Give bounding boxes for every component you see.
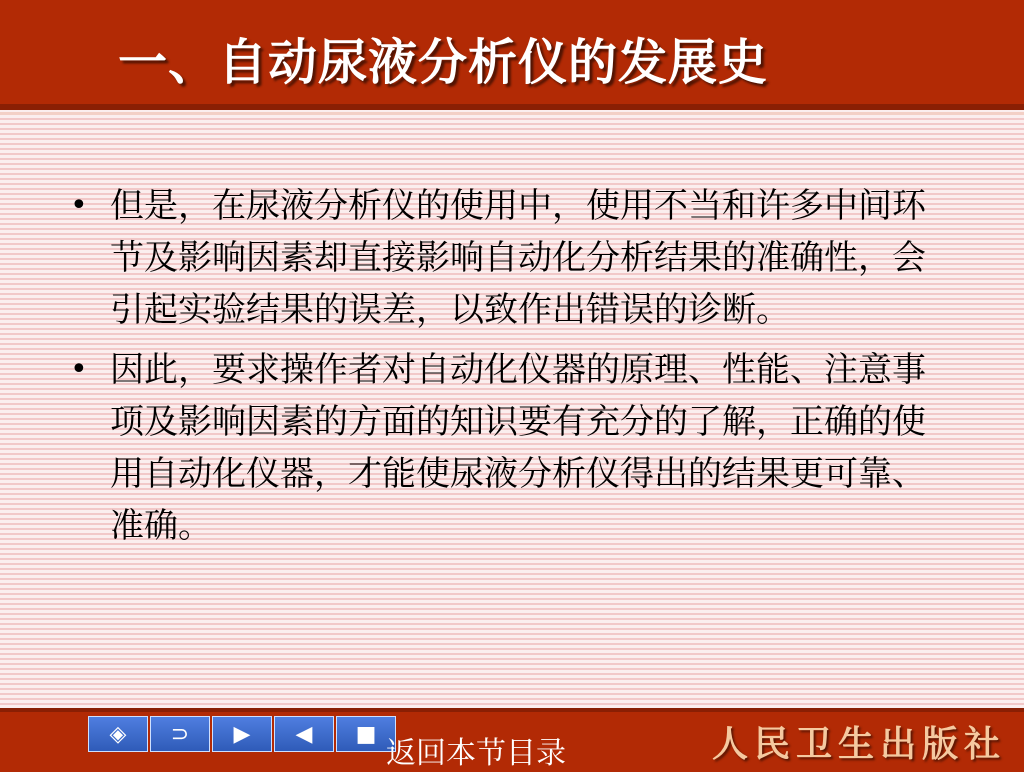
- bullet-marker: •: [70, 188, 88, 223]
- bullet-item: [70, 180, 950, 336]
- return-button[interactable]: [150, 716, 210, 752]
- home-icon: ◈: [109, 721, 127, 747]
- slide-title: 一、自动尿液分析仪的发展史: [118, 34, 769, 91]
- return-icon: ⊃: [170, 721, 190, 747]
- slide-content: [70, 180, 950, 560]
- navigation-bar: [88, 716, 398, 754]
- next-icon: ▶: [233, 721, 251, 747]
- bullet-text: 但是，在尿液分析仪的使用中，使用不当和许多中间环节及影响因素却直接影响自动化分析结果的准确性，会引起实验结果的误差，以致作出错误的诊断。: [110, 186, 926, 330]
- return-to-toc-link[interactable]: 返回本节目录: [386, 736, 566, 771]
- bullet-item: [70, 344, 950, 552]
- previous-button[interactable]: [274, 716, 334, 752]
- header-divider: [0, 112, 1024, 115]
- end-icon: ■: [355, 721, 377, 747]
- home-button[interactable]: [88, 716, 148, 752]
- publisher-logo: 人民卫生出版社: [712, 723, 1007, 765]
- bullet-text: 因此，要求操作者对自动化仪器的原理、性能、注意事项及影响因素的方面的知识要有充分的了解，正确的使用自动化仪器，才能使尿液分析仪得出的结果更可靠、准确。: [110, 350, 926, 546]
- slide-header: [0, 0, 1024, 110]
- next-button[interactable]: [212, 716, 272, 752]
- previous-icon: ◀: [295, 721, 313, 747]
- bullet-marker: •: [70, 352, 88, 387]
